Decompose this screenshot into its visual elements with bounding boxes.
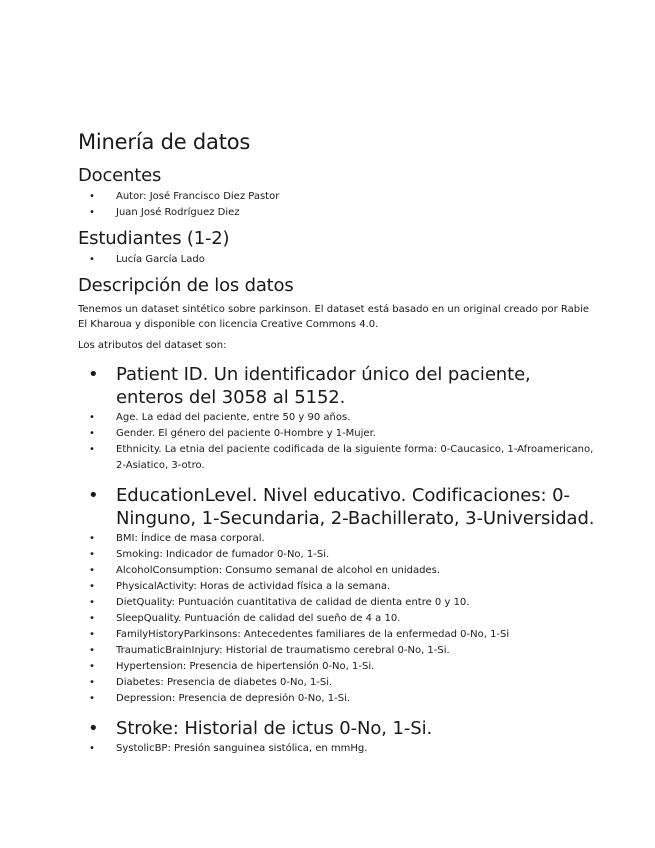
section-heading-estudiantes: Estudiantes (1-2): [78, 228, 230, 249]
list-item: • DietQuality: Puntuación cuantitativa de calidad de dienta entre 0 y 10.: [78, 595, 598, 611]
list-item: • Hypertension: Presencia de hipertensión 0-No, 1-Si.: [78, 659, 598, 675]
list-item: • Ethnicity. La etnia del paciente codificada de la siguiente forma: 0-Caucasico, 1-Afroamericano, 2-Asiatico, 3-otro.: [78, 442, 598, 474]
estudiantes-list: [78, 252, 598, 268]
list-item: • Autor: José Francisco Diez Pastor: [78, 189, 598, 205]
description-paragraph: Tenemos un dataset sintético sobre parkinson. El dataset está basado en un original creado por Rabie El Kharoua y disponible con licencia Creative Commons 4.0.: [78, 304, 590, 330]
list-item: • FamilyHistoryParkinsons: Antecedentes familiares de la enfermedad 0-No, 1-Si: [78, 627, 598, 643]
list-item: • TraumaticBrainInjury: Historial de traumatismo cerebral 0-No, 1-Si.: [78, 643, 598, 659]
page-title: Minería de datos: [78, 130, 251, 154]
big-list-item: • Patient ID. Un identificador único del paciente, enteros del 3058 al 5152.: [78, 363, 598, 409]
attributes-list-2: [78, 531, 598, 707]
list-item: • Gender. El género del paciente 0-Hombre y 1-Mujer.: [78, 426, 598, 442]
list-item: • Juan José Rodríguez Diez: [78, 205, 598, 221]
list-item: • SystolicBP: Presión sanguinea sistólica, en mmHg.: [78, 741, 598, 757]
list-item: • Lucía García Lado: [78, 252, 598, 268]
document: [78, 128, 598, 757]
list-item: • BMI: Índice de masa corporal.: [78, 531, 598, 547]
docentes-list: [78, 189, 598, 221]
big-list-item: • Stroke: Historial de ictus 0-No, 1-Si.: [78, 717, 598, 740]
big-list-item: • EducationLevel. Nivel educativo. Codificaciones: 0-Ninguno, 1-Secundaria, 2-Bachillerato, 3-Universidad.: [78, 484, 598, 530]
section-heading-descripcion: Descripción de los datos: [78, 275, 294, 296]
list-item: • PhysicalActivity: Horas de actividad física a la semana.: [78, 579, 598, 595]
attributes-list-3: [78, 741, 598, 757]
attributes-list-1: [78, 410, 598, 474]
list-item: • AlcoholConsumption: Consumo semanal de alcohol en unidades.: [78, 563, 598, 579]
section-heading-docentes: Docentes: [78, 165, 162, 186]
list-item: • Depression: Presencia de depresión 0-No, 1-Si.: [78, 691, 598, 707]
list-item: • Diabetes: Presencia de diabetes 0-No, 1-Si.: [78, 675, 598, 691]
list-item: • Smoking: Indicador de fumador 0-No, 1-Si.: [78, 547, 598, 563]
list-item: • Age. La edad del paciente, entre 50 y 90 años.: [78, 410, 598, 426]
list-item: • SleepQuality. Puntuación de calidad del sueño de 4 a 10.: [78, 611, 598, 627]
attributes-intro: Los atributos del dataset son:: [78, 340, 227, 351]
